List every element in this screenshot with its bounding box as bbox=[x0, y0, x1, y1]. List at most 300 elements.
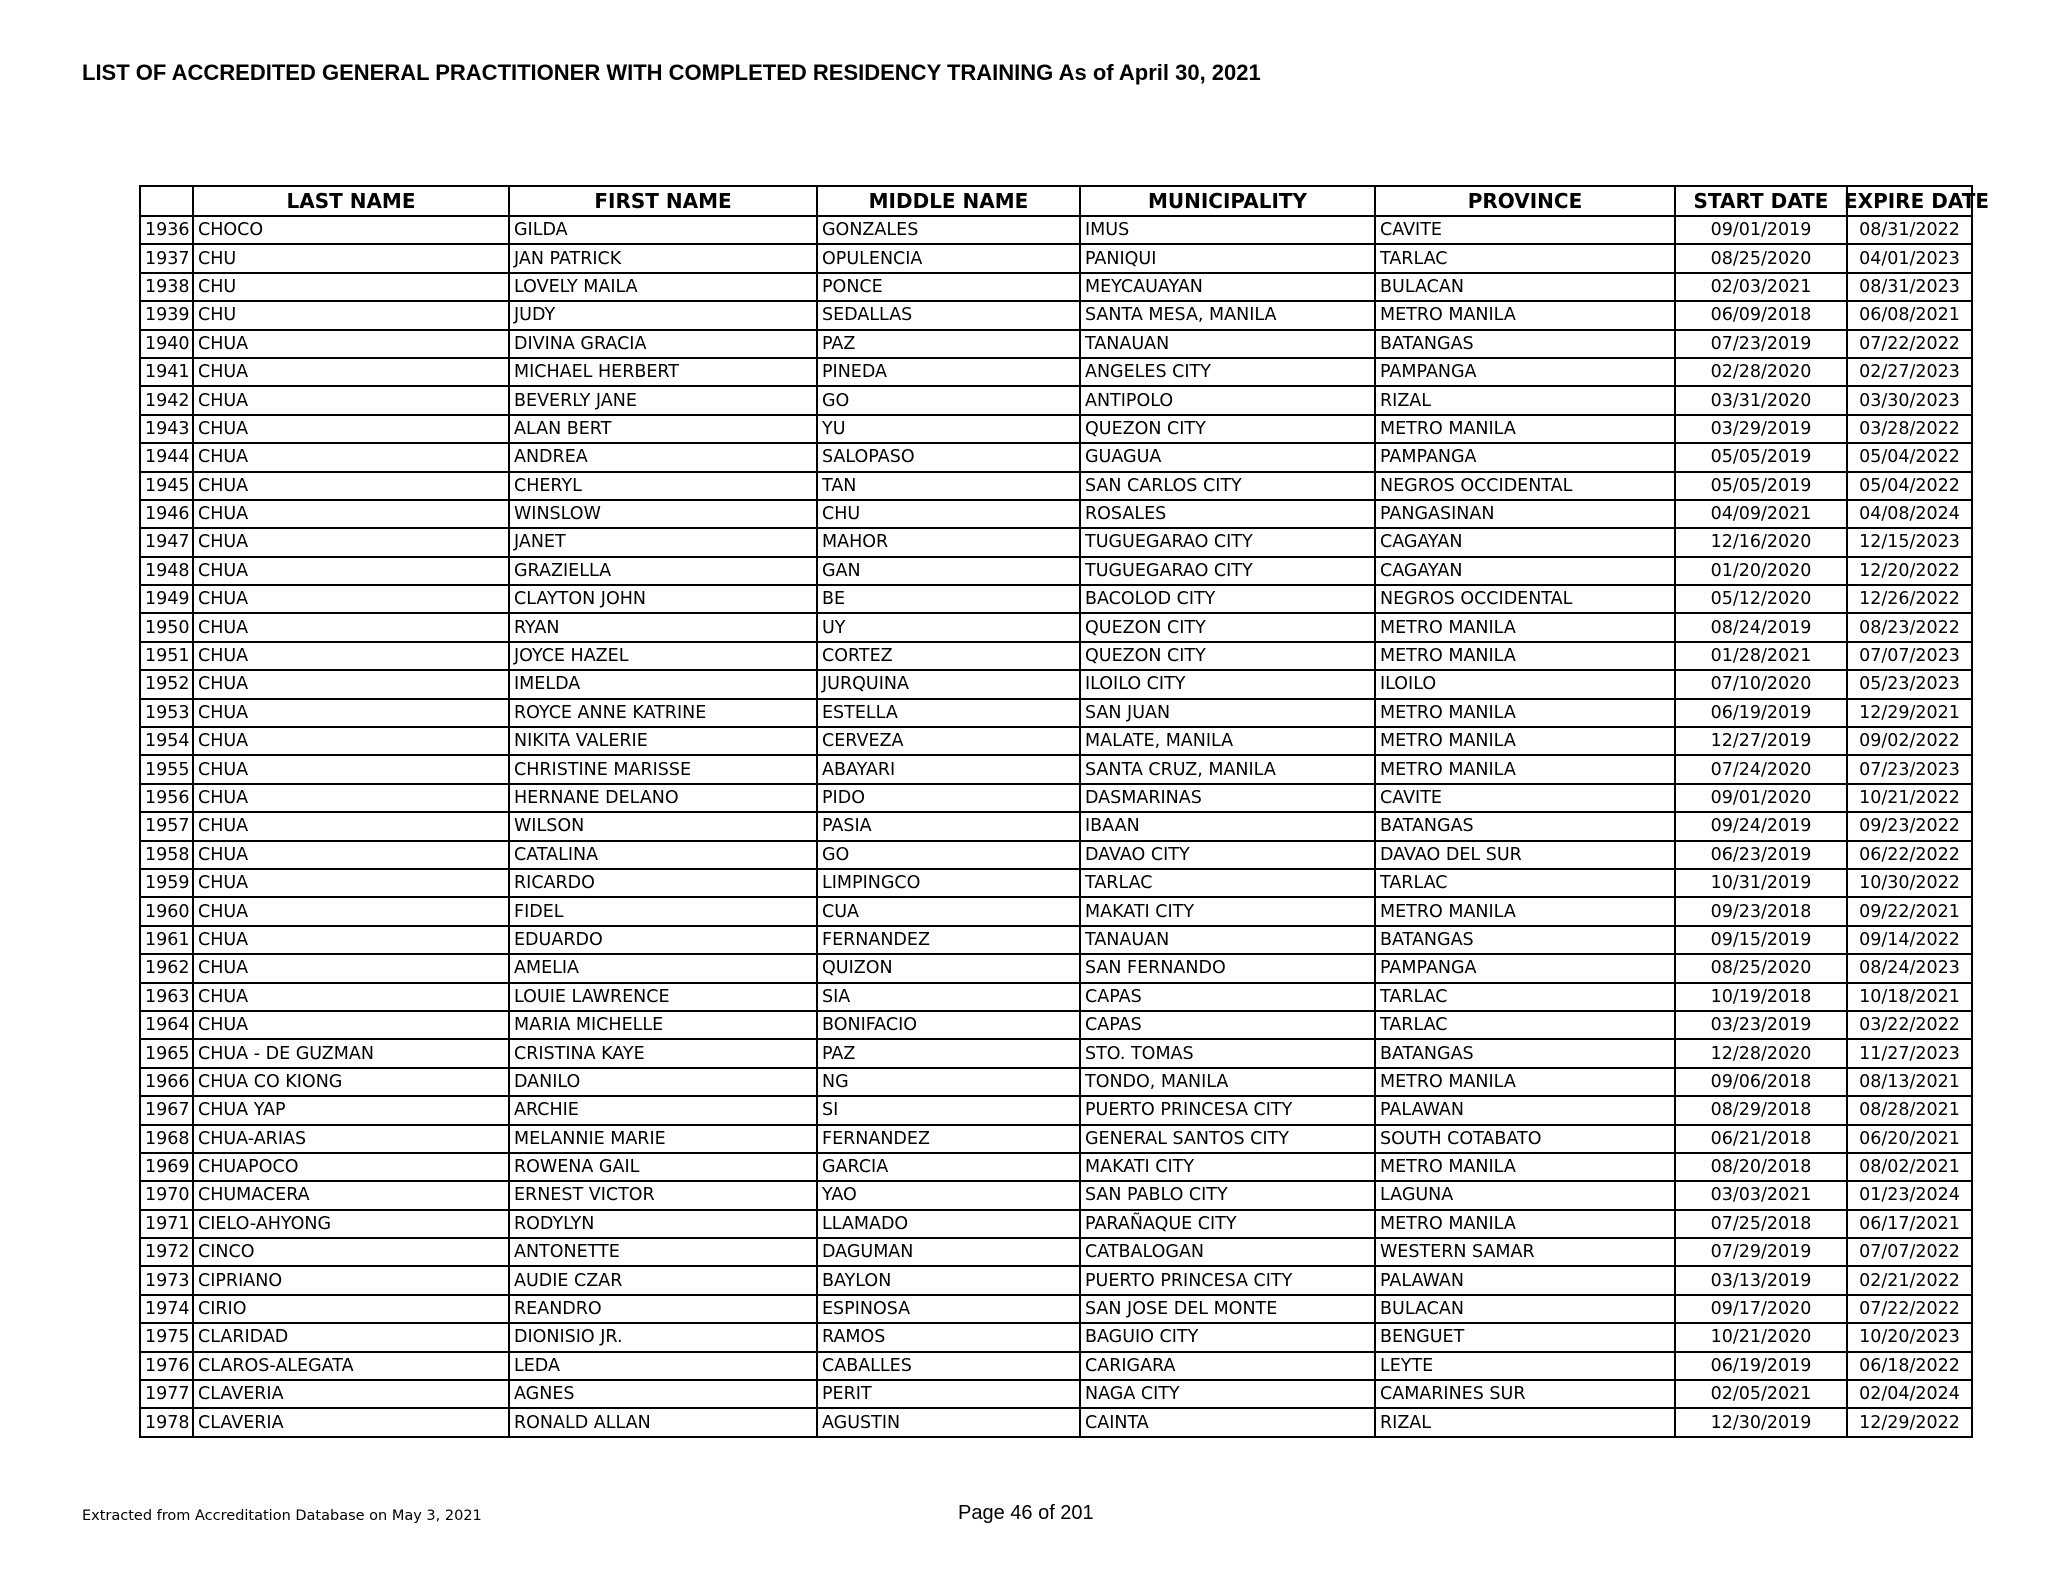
province-cell: NEGROS OCCIDENTAL bbox=[1375, 472, 1675, 500]
first-name-cell: AUDIE CZAR bbox=[509, 1266, 817, 1294]
municipality-cell: NAGA CITY bbox=[1080, 1380, 1375, 1408]
row-number-cell: 1969 bbox=[140, 1153, 193, 1181]
province-cell: CAGAYAN bbox=[1375, 557, 1675, 585]
row-number-cell: 1972 bbox=[140, 1238, 193, 1266]
table-row bbox=[140, 699, 1972, 727]
expire-date-cell: 02/21/2022 bbox=[1847, 1266, 1972, 1294]
municipality-cell: TUGUEGARAO CITY bbox=[1080, 528, 1375, 556]
row-number-cell: 1950 bbox=[140, 613, 193, 641]
first-name-cell: GILDA bbox=[509, 216, 817, 244]
municipality-cell: ANGELES CITY bbox=[1080, 358, 1375, 386]
middle-name-cell: PIDO bbox=[817, 784, 1080, 812]
province-cell: METRO MANILA bbox=[1375, 755, 1675, 783]
province-cell: PAMPANGA bbox=[1375, 358, 1675, 386]
middle-name-cell: SALOPASO bbox=[817, 443, 1080, 471]
municipality-cell: PUERTO PRINCESA CITY bbox=[1080, 1096, 1375, 1124]
table-row bbox=[140, 1323, 1972, 1351]
table-row bbox=[140, 869, 1972, 897]
expire-date-cell: 03/30/2023 bbox=[1847, 386, 1972, 414]
last-name-cell: CLAVERIA bbox=[193, 1408, 509, 1436]
middle-name-cell: LLAMADO bbox=[817, 1210, 1080, 1238]
middle-name-cell: NG bbox=[817, 1068, 1080, 1096]
last-name-cell: CHUA bbox=[193, 1011, 509, 1039]
start-date-cell: 07/23/2019 bbox=[1675, 330, 1847, 358]
expire-date-cell: 08/28/2021 bbox=[1847, 1096, 1972, 1124]
last-name-cell: CHUA bbox=[193, 755, 509, 783]
first-name-cell: CHRISTINE MARISSE bbox=[509, 755, 817, 783]
municipality-cell: SANTA CRUZ, MANILA bbox=[1080, 755, 1375, 783]
first-name-cell: JANET bbox=[509, 528, 817, 556]
expire-date-cell: 08/13/2021 bbox=[1847, 1068, 1972, 1096]
header-middle-name: MIDDLE NAME bbox=[817, 186, 1080, 216]
municipality-cell: PARAÑAQUE CITY bbox=[1080, 1210, 1375, 1238]
start-date-cell: 03/13/2019 bbox=[1675, 1266, 1847, 1294]
first-name-cell: MICHAEL HERBERT bbox=[509, 358, 817, 386]
last-name-cell: CHUA bbox=[193, 472, 509, 500]
last-name-cell: CHUA bbox=[193, 812, 509, 840]
province-cell: BATANGAS bbox=[1375, 330, 1675, 358]
expire-date-cell: 03/22/2022 bbox=[1847, 1011, 1972, 1039]
municipality-cell: SAN FERNANDO bbox=[1080, 954, 1375, 982]
row-number-cell: 1940 bbox=[140, 330, 193, 358]
expire-date-cell: 07/23/2023 bbox=[1847, 755, 1972, 783]
start-date-cell: 09/24/2019 bbox=[1675, 812, 1847, 840]
municipality-cell: TUGUEGARAO CITY bbox=[1080, 557, 1375, 585]
last-name-cell: CHUA bbox=[193, 926, 509, 954]
first-name-cell: IMELDA bbox=[509, 670, 817, 698]
row-number-cell: 1977 bbox=[140, 1380, 193, 1408]
start-date-cell: 09/17/2020 bbox=[1675, 1295, 1847, 1323]
last-name-cell: CHUA bbox=[193, 869, 509, 897]
expire-date-cell: 07/07/2023 bbox=[1847, 642, 1972, 670]
row-number-cell: 1939 bbox=[140, 301, 193, 329]
row-number-cell: 1959 bbox=[140, 869, 193, 897]
last-name-cell: CHU bbox=[193, 244, 509, 272]
table-row bbox=[140, 897, 1972, 925]
table-row bbox=[140, 386, 1972, 414]
table-row bbox=[140, 1181, 1972, 1209]
row-number-cell: 1966 bbox=[140, 1068, 193, 1096]
province-cell: METRO MANILA bbox=[1375, 613, 1675, 641]
expire-date-cell: 03/28/2022 bbox=[1847, 415, 1972, 443]
last-name-cell: CHUA - DE GUZMAN bbox=[193, 1039, 509, 1067]
middle-name-cell: OPULENCIA bbox=[817, 244, 1080, 272]
first-name-cell: ERNEST VICTOR bbox=[509, 1181, 817, 1209]
municipality-cell: QUEZON CITY bbox=[1080, 415, 1375, 443]
row-number-cell: 1963 bbox=[140, 983, 193, 1011]
row-number-cell: 1953 bbox=[140, 699, 193, 727]
province-cell: DAVAO DEL SUR bbox=[1375, 841, 1675, 869]
middle-name-cell: GARCIA bbox=[817, 1153, 1080, 1181]
middle-name-cell: PINEDA bbox=[817, 358, 1080, 386]
last-name-cell: CHUA bbox=[193, 557, 509, 585]
first-name-cell: RICARDO bbox=[509, 869, 817, 897]
middle-name-cell: CORTEZ bbox=[817, 642, 1080, 670]
municipality-cell: IBAAN bbox=[1080, 812, 1375, 840]
first-name-cell: LOUIE LAWRENCE bbox=[509, 983, 817, 1011]
middle-name-cell: YAO bbox=[817, 1181, 1080, 1209]
table-row bbox=[140, 727, 1972, 755]
first-name-cell: CHERYL bbox=[509, 472, 817, 500]
expire-date-cell: 05/04/2022 bbox=[1847, 443, 1972, 471]
start-date-cell: 08/25/2020 bbox=[1675, 244, 1847, 272]
expire-date-cell: 04/08/2024 bbox=[1847, 500, 1972, 528]
first-name-cell: JUDY bbox=[509, 301, 817, 329]
municipality-cell: IMUS bbox=[1080, 216, 1375, 244]
last-name-cell: CHUA bbox=[193, 727, 509, 755]
table-row bbox=[140, 1210, 1972, 1238]
first-name-cell: ROYCE ANNE KATRINE bbox=[509, 699, 817, 727]
first-name-cell: ANDREA bbox=[509, 443, 817, 471]
municipality-cell: TANAUAN bbox=[1080, 330, 1375, 358]
row-number-cell: 1976 bbox=[140, 1352, 193, 1380]
row-number-cell: 1942 bbox=[140, 386, 193, 414]
row-number-cell: 1974 bbox=[140, 1295, 193, 1323]
last-name-cell: CHU bbox=[193, 273, 509, 301]
start-date-cell: 12/16/2020 bbox=[1675, 528, 1847, 556]
start-date-cell: 12/28/2020 bbox=[1675, 1039, 1847, 1067]
table-row bbox=[140, 244, 1972, 272]
province-cell: METRO MANILA bbox=[1375, 1153, 1675, 1181]
row-number-cell: 1943 bbox=[140, 415, 193, 443]
province-cell: PALAWAN bbox=[1375, 1096, 1675, 1124]
municipality-cell: GUAGUA bbox=[1080, 443, 1375, 471]
table-header-row bbox=[140, 186, 1972, 216]
middle-name-cell: BAYLON bbox=[817, 1266, 1080, 1294]
last-name-cell: CHUA bbox=[193, 983, 509, 1011]
expire-date-cell: 05/04/2022 bbox=[1847, 472, 1972, 500]
middle-name-cell: CHU bbox=[817, 500, 1080, 528]
start-date-cell: 03/03/2021 bbox=[1675, 1181, 1847, 1209]
province-cell: METRO MANILA bbox=[1375, 727, 1675, 755]
expire-date-cell: 06/18/2022 bbox=[1847, 1352, 1972, 1380]
municipality-cell: STO. TOMAS bbox=[1080, 1039, 1375, 1067]
municipality-cell: CARIGARA bbox=[1080, 1352, 1375, 1380]
start-date-cell: 03/29/2019 bbox=[1675, 415, 1847, 443]
expire-date-cell: 12/29/2022 bbox=[1847, 1408, 1972, 1436]
province-cell: PAMPANGA bbox=[1375, 443, 1675, 471]
row-number-cell: 1971 bbox=[140, 1210, 193, 1238]
municipality-cell: MEYCAUAYAN bbox=[1080, 273, 1375, 301]
municipality-cell: SAN PABLO CITY bbox=[1080, 1181, 1375, 1209]
middle-name-cell: BONIFACIO bbox=[817, 1011, 1080, 1039]
table-row bbox=[140, 1380, 1972, 1408]
last-name-cell: CLAROS-ALEGATA bbox=[193, 1352, 509, 1380]
start-date-cell: 06/23/2019 bbox=[1675, 841, 1847, 869]
province-cell: BATANGAS bbox=[1375, 812, 1675, 840]
row-number-cell: 1968 bbox=[140, 1125, 193, 1153]
expire-date-cell: 11/27/2023 bbox=[1847, 1039, 1972, 1067]
start-date-cell: 08/20/2018 bbox=[1675, 1153, 1847, 1181]
table-row bbox=[140, 1295, 1972, 1323]
table-row bbox=[140, 983, 1972, 1011]
municipality-cell: ANTIPOLO bbox=[1080, 386, 1375, 414]
row-number-cell: 1954 bbox=[140, 727, 193, 755]
municipality-cell: QUEZON CITY bbox=[1080, 613, 1375, 641]
middle-name-cell: BE bbox=[817, 585, 1080, 613]
last-name-cell: CHUA-ARIAS bbox=[193, 1125, 509, 1153]
municipality-cell: PUERTO PRINCESA CITY bbox=[1080, 1266, 1375, 1294]
expire-date-cell: 06/22/2022 bbox=[1847, 841, 1972, 869]
table-row bbox=[140, 301, 1972, 329]
row-number-cell: 1936 bbox=[140, 216, 193, 244]
last-name-cell: CHUA bbox=[193, 841, 509, 869]
row-number-cell: 1948 bbox=[140, 557, 193, 585]
middle-name-cell: GO bbox=[817, 386, 1080, 414]
expire-date-cell: 02/04/2024 bbox=[1847, 1380, 1972, 1408]
first-name-cell: MELANNIE MARIE bbox=[509, 1125, 817, 1153]
expire-date-cell: 02/27/2023 bbox=[1847, 358, 1972, 386]
first-name-cell: AMELIA bbox=[509, 954, 817, 982]
document-title: LIST OF ACCREDITED GENERAL PRACTITIONER WITH COMPLETED RESIDENCY TRAINING As of April 30, 2021 bbox=[82, 60, 1261, 85]
start-date-cell: 12/30/2019 bbox=[1675, 1408, 1847, 1436]
municipality-cell: TANAUAN bbox=[1080, 926, 1375, 954]
province-cell: PALAWAN bbox=[1375, 1266, 1675, 1294]
first-name-cell: LEDA bbox=[509, 1352, 817, 1380]
municipality-cell: MALATE, MANILA bbox=[1080, 727, 1375, 755]
expire-date-cell: 08/31/2022 bbox=[1847, 216, 1972, 244]
province-cell: TARLAC bbox=[1375, 869, 1675, 897]
table-row bbox=[140, 1125, 1972, 1153]
first-name-cell: REANDRO bbox=[509, 1295, 817, 1323]
middle-name-cell: SI bbox=[817, 1096, 1080, 1124]
expire-date-cell: 08/02/2021 bbox=[1847, 1153, 1972, 1181]
row-number-cell: 1944 bbox=[140, 443, 193, 471]
province-cell: METRO MANILA bbox=[1375, 699, 1675, 727]
province-cell: RIZAL bbox=[1375, 1408, 1675, 1436]
first-name-cell: JAN PATRICK bbox=[509, 244, 817, 272]
start-date-cell: 10/31/2019 bbox=[1675, 869, 1847, 897]
table-row bbox=[140, 812, 1972, 840]
row-number-cell: 1949 bbox=[140, 585, 193, 613]
expire-date-cell: 10/20/2023 bbox=[1847, 1323, 1972, 1351]
expire-date-cell: 08/24/2023 bbox=[1847, 954, 1972, 982]
first-name-cell: WINSLOW bbox=[509, 500, 817, 528]
table-row bbox=[140, 1011, 1972, 1039]
extraction-note: Extracted from Accreditation Database on May 3, 2021 bbox=[82, 1508, 482, 1524]
table-row bbox=[140, 841, 1972, 869]
first-name-cell: ROWENA GAIL bbox=[509, 1153, 817, 1181]
province-cell: METRO MANILA bbox=[1375, 301, 1675, 329]
municipality-cell: DASMARINAS bbox=[1080, 784, 1375, 812]
start-date-cell: 05/12/2020 bbox=[1675, 585, 1847, 613]
expire-date-cell: 07/22/2022 bbox=[1847, 1295, 1972, 1323]
first-name-cell: CRISTINA KAYE bbox=[509, 1039, 817, 1067]
expire-date-cell: 01/23/2024 bbox=[1847, 1181, 1972, 1209]
province-cell: METRO MANILA bbox=[1375, 415, 1675, 443]
middle-name-cell: MAHOR bbox=[817, 528, 1080, 556]
table-row bbox=[140, 528, 1972, 556]
municipality-cell: CATBALOGAN bbox=[1080, 1238, 1375, 1266]
table-row bbox=[140, 358, 1972, 386]
last-name-cell: CIRIO bbox=[193, 1295, 509, 1323]
province-cell: CAGAYAN bbox=[1375, 528, 1675, 556]
expire-date-cell: 09/22/2021 bbox=[1847, 897, 1972, 925]
expire-date-cell: 06/20/2021 bbox=[1847, 1125, 1972, 1153]
header-first-name: FIRST NAME bbox=[509, 186, 817, 216]
table-row bbox=[140, 954, 1972, 982]
header-start-date: START DATE bbox=[1675, 186, 1847, 216]
middle-name-cell: DAGUMAN bbox=[817, 1238, 1080, 1266]
table-row bbox=[140, 1408, 1972, 1436]
municipality-cell: SAN JOSE DEL MONTE bbox=[1080, 1295, 1375, 1323]
last-name-cell: CHUMACERA bbox=[193, 1181, 509, 1209]
first-name-cell: ALAN BERT bbox=[509, 415, 817, 443]
municipality-cell: SAN CARLOS CITY bbox=[1080, 472, 1375, 500]
row-number-cell: 1937 bbox=[140, 244, 193, 272]
province-cell: PANGASINAN bbox=[1375, 500, 1675, 528]
table-row bbox=[140, 1096, 1972, 1124]
last-name-cell: CHUA bbox=[193, 330, 509, 358]
start-date-cell: 12/27/2019 bbox=[1675, 727, 1847, 755]
table-row bbox=[140, 613, 1972, 641]
row-number-cell: 1947 bbox=[140, 528, 193, 556]
expire-date-cell: 09/23/2022 bbox=[1847, 812, 1972, 840]
municipality-cell: MAKATI CITY bbox=[1080, 1153, 1375, 1181]
last-name-cell: CHUA bbox=[193, 670, 509, 698]
start-date-cell: 07/24/2020 bbox=[1675, 755, 1847, 783]
header-province: PROVINCE bbox=[1375, 186, 1675, 216]
first-name-cell: DANILO bbox=[509, 1068, 817, 1096]
start-date-cell: 08/24/2019 bbox=[1675, 613, 1847, 641]
expire-date-cell: 07/22/2022 bbox=[1847, 330, 1972, 358]
table-row bbox=[140, 642, 1972, 670]
municipality-cell: SANTA MESA, MANILA bbox=[1080, 301, 1375, 329]
last-name-cell: CHUA bbox=[193, 897, 509, 925]
last-name-cell: CHUA bbox=[193, 500, 509, 528]
row-number-cell: 1964 bbox=[140, 1011, 193, 1039]
province-cell: METRO MANILA bbox=[1375, 642, 1675, 670]
province-cell: METRO MANILA bbox=[1375, 1210, 1675, 1238]
middle-name-cell: ESPINOSA bbox=[817, 1295, 1080, 1323]
middle-name-cell: SEDALLAS bbox=[817, 301, 1080, 329]
middle-name-cell: PERIT bbox=[817, 1380, 1080, 1408]
expire-date-cell: 08/23/2022 bbox=[1847, 613, 1972, 641]
middle-name-cell: UY bbox=[817, 613, 1080, 641]
start-date-cell: 07/29/2019 bbox=[1675, 1238, 1847, 1266]
page-number: Page 46 of 201 bbox=[958, 1502, 1094, 1524]
municipality-cell: DAVAO CITY bbox=[1080, 841, 1375, 869]
last-name-cell: CIELO-AHYONG bbox=[193, 1210, 509, 1238]
header-expire-date: EXPIRE DATE bbox=[1847, 186, 1972, 216]
province-cell: LAGUNA bbox=[1375, 1181, 1675, 1209]
expire-date-cell: 04/01/2023 bbox=[1847, 244, 1972, 272]
first-name-cell: MARIA MICHELLE bbox=[509, 1011, 817, 1039]
last-name-cell: CHUA CO KIONG bbox=[193, 1068, 509, 1096]
last-name-cell: CLARIDAD bbox=[193, 1323, 509, 1351]
table-row bbox=[140, 415, 1972, 443]
middle-name-cell: PAZ bbox=[817, 330, 1080, 358]
row-number-cell: 1955 bbox=[140, 755, 193, 783]
start-date-cell: 04/09/2021 bbox=[1675, 500, 1847, 528]
first-name-cell: GRAZIELLA bbox=[509, 557, 817, 585]
start-date-cell: 02/28/2020 bbox=[1675, 358, 1847, 386]
middle-name-cell: JURQUINA bbox=[817, 670, 1080, 698]
table-row bbox=[140, 755, 1972, 783]
row-number-cell: 1973 bbox=[140, 1266, 193, 1294]
last-name-cell: CHOCO bbox=[193, 216, 509, 244]
start-date-cell: 01/20/2020 bbox=[1675, 557, 1847, 585]
start-date-cell: 09/15/2019 bbox=[1675, 926, 1847, 954]
row-number-cell: 1952 bbox=[140, 670, 193, 698]
middle-name-cell: QUIZON bbox=[817, 954, 1080, 982]
middle-name-cell: RAMOS bbox=[817, 1323, 1080, 1351]
municipality-cell: TONDO, MANILA bbox=[1080, 1068, 1375, 1096]
row-number-cell: 1961 bbox=[140, 926, 193, 954]
middle-name-cell: PAZ bbox=[817, 1039, 1080, 1067]
row-number-cell: 1951 bbox=[140, 642, 193, 670]
last-name-cell: CHUAPOCO bbox=[193, 1153, 509, 1181]
start-date-cell: 08/25/2020 bbox=[1675, 954, 1847, 982]
middle-name-cell: LIMPINGCO bbox=[817, 869, 1080, 897]
first-name-cell: DIONISIO JR. bbox=[509, 1323, 817, 1351]
start-date-cell: 06/19/2019 bbox=[1675, 1352, 1847, 1380]
province-cell: BULACAN bbox=[1375, 1295, 1675, 1323]
table-row bbox=[140, 443, 1972, 471]
province-cell: RIZAL bbox=[1375, 386, 1675, 414]
province-cell: METRO MANILA bbox=[1375, 1068, 1675, 1096]
expire-date-cell: 09/02/2022 bbox=[1847, 727, 1972, 755]
table-row bbox=[140, 472, 1972, 500]
start-date-cell: 10/19/2018 bbox=[1675, 983, 1847, 1011]
municipality-cell: TARLAC bbox=[1080, 869, 1375, 897]
table-row bbox=[140, 330, 1972, 358]
province-cell: SOUTH COTABATO bbox=[1375, 1125, 1675, 1153]
start-date-cell: 10/21/2020 bbox=[1675, 1323, 1847, 1351]
middle-name-cell: FERNANDEZ bbox=[817, 1125, 1080, 1153]
expire-date-cell: 12/29/2021 bbox=[1847, 699, 1972, 727]
municipality-cell: ROSALES bbox=[1080, 500, 1375, 528]
province-cell: LEYTE bbox=[1375, 1352, 1675, 1380]
row-number-cell: 1975 bbox=[140, 1323, 193, 1351]
middle-name-cell: CUA bbox=[817, 897, 1080, 925]
province-cell: PAMPANGA bbox=[1375, 954, 1675, 982]
middle-name-cell: ABAYARI bbox=[817, 755, 1080, 783]
last-name-cell: CHUA bbox=[193, 443, 509, 471]
row-number-cell: 1960 bbox=[140, 897, 193, 925]
province-cell: CAVITE bbox=[1375, 216, 1675, 244]
middle-name-cell: ESTELLA bbox=[817, 699, 1080, 727]
municipality-cell: SAN JUAN bbox=[1080, 699, 1375, 727]
middle-name-cell: GO bbox=[817, 841, 1080, 869]
province-cell: BULACAN bbox=[1375, 273, 1675, 301]
header-row-number bbox=[140, 186, 193, 216]
table-row bbox=[140, 1039, 1972, 1067]
first-name-cell: RODYLYN bbox=[509, 1210, 817, 1238]
province-cell: BATANGAS bbox=[1375, 926, 1675, 954]
municipality-cell: MAKATI CITY bbox=[1080, 897, 1375, 925]
province-cell: ILOILO bbox=[1375, 670, 1675, 698]
expire-date-cell: 10/18/2021 bbox=[1847, 983, 1972, 1011]
expire-date-cell: 06/17/2021 bbox=[1847, 1210, 1972, 1238]
row-number-cell: 1946 bbox=[140, 500, 193, 528]
first-name-cell: RONALD ALLAN bbox=[509, 1408, 817, 1436]
row-number-cell: 1970 bbox=[140, 1181, 193, 1209]
start-date-cell: 05/05/2019 bbox=[1675, 472, 1847, 500]
row-number-cell: 1956 bbox=[140, 784, 193, 812]
middle-name-cell: YU bbox=[817, 415, 1080, 443]
start-date-cell: 06/19/2019 bbox=[1675, 699, 1847, 727]
row-number-cell: 1941 bbox=[140, 358, 193, 386]
last-name-cell: CHU bbox=[193, 301, 509, 329]
municipality-cell: GENERAL SANTOS CITY bbox=[1080, 1125, 1375, 1153]
start-date-cell: 07/25/2018 bbox=[1675, 1210, 1847, 1238]
table-row bbox=[140, 1266, 1972, 1294]
table-row bbox=[140, 926, 1972, 954]
last-name-cell: CHUA bbox=[193, 784, 509, 812]
start-date-cell: 06/09/2018 bbox=[1675, 301, 1847, 329]
first-name-cell: CATALINA bbox=[509, 841, 817, 869]
